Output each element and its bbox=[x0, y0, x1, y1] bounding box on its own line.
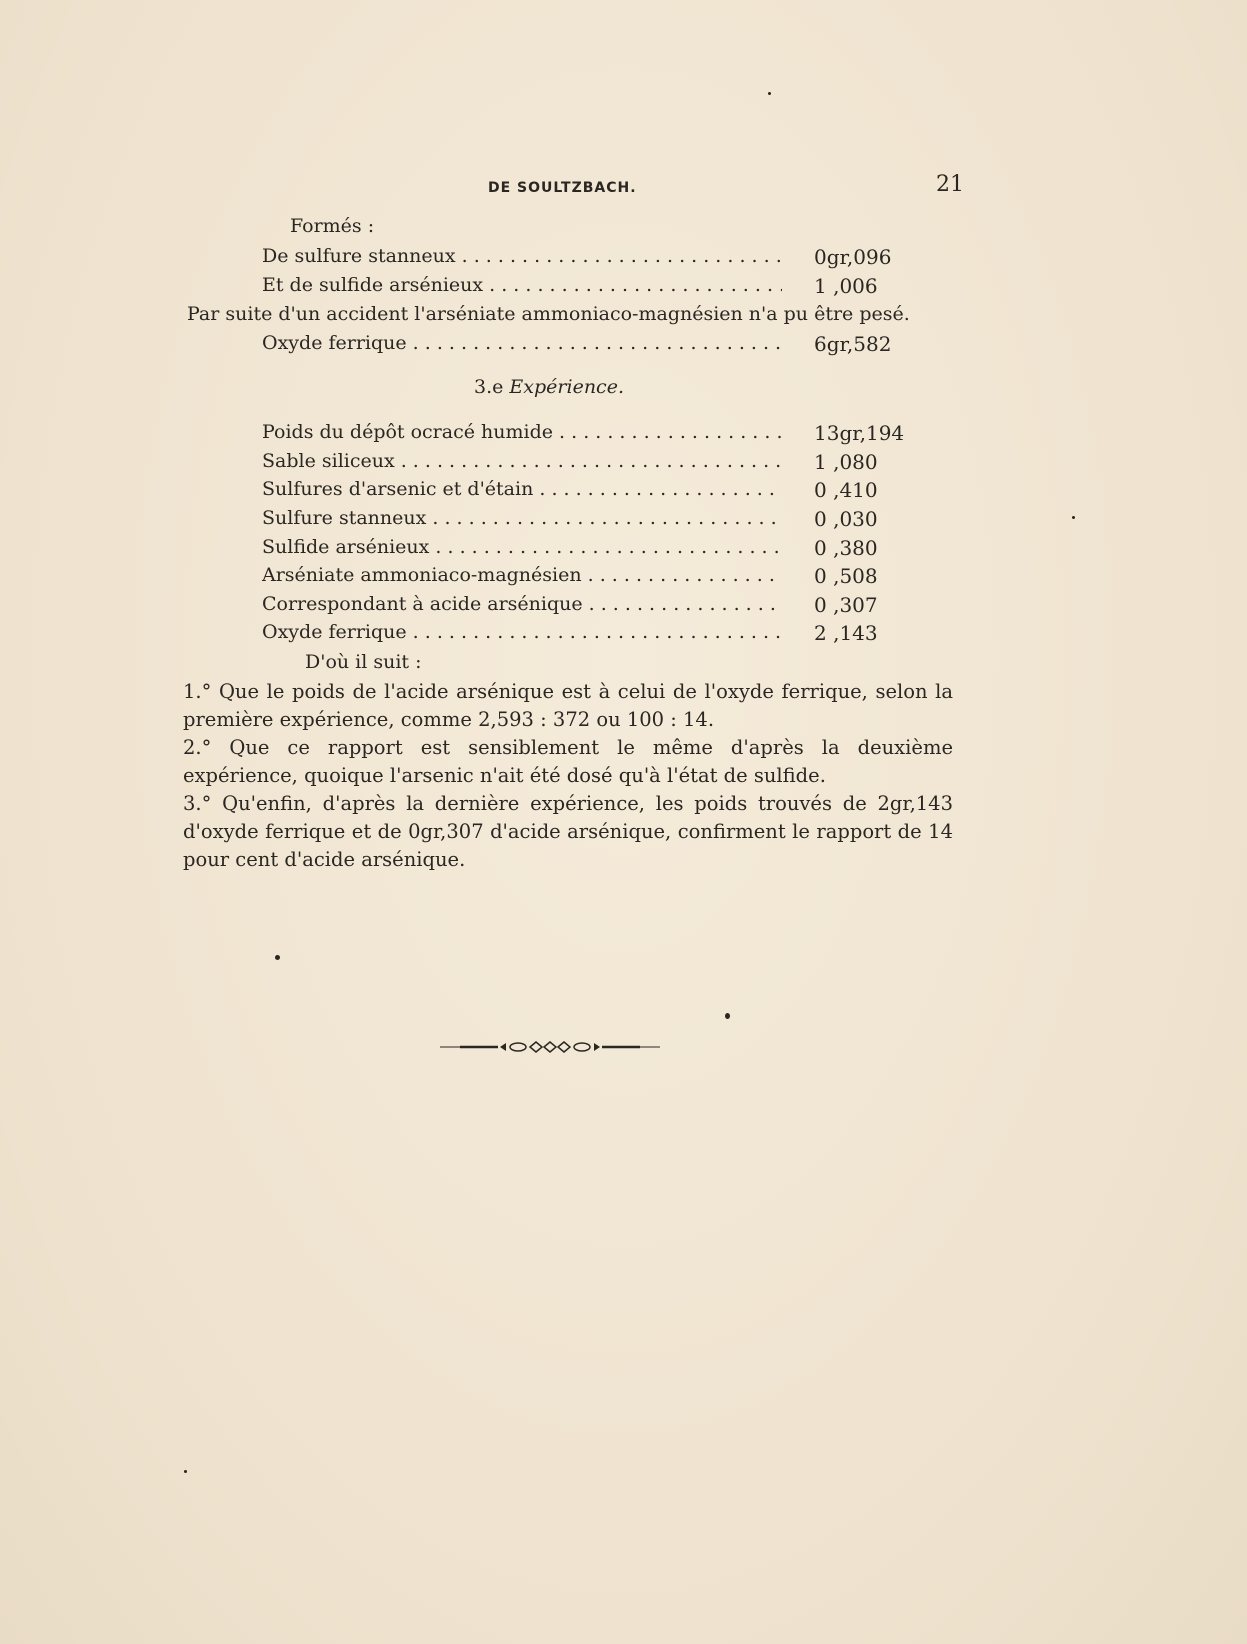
row-label: Sulfures d'arsenic et d'étain . . . bbox=[262, 478, 782, 500]
page-number: 21 bbox=[936, 172, 964, 197]
section-number: 3.e bbox=[474, 376, 504, 398]
conclusion-list bbox=[183, 678, 953, 874]
result-row bbox=[262, 507, 892, 533]
conclusion-item: 1.° Que le poids de l'acide arsénique est à celui de l'oxyde ferrique, selon la première expérience, comme 2,593 : 372 ou 100 : 14. bbox=[183, 680, 953, 731]
section-heading bbox=[474, 376, 624, 398]
row-label: Sulfide arsénieux . . . bbox=[262, 536, 782, 558]
accident-note: Par suite d'un accident l'arséniate ammoniaco-magnésien n'a pu être pesé. bbox=[187, 303, 910, 325]
result-row bbox=[262, 536, 892, 562]
row-label: Oxyde ferrique . . . bbox=[262, 332, 782, 354]
result-row bbox=[262, 245, 892, 271]
conclusion-item: 2.° Que ce rapport est sensiblement le même d'après la deuxième expérience, quoique l'arsenic n'ait été dosé qu'à l'état de sulfide. bbox=[183, 736, 953, 787]
row-value: 13gr,194 bbox=[814, 421, 905, 445]
row-value: 0 ,410 bbox=[814, 478, 878, 502]
running-title: DE SOULTZBACH. bbox=[488, 180, 637, 196]
result-row bbox=[262, 478, 892, 504]
row-value: 1 ,006 bbox=[814, 274, 878, 298]
result-row bbox=[262, 421, 905, 447]
conclusion-intro: D'où il suit : bbox=[305, 651, 422, 673]
row-label: Et de sulfide arsénieux . . . bbox=[262, 274, 782, 296]
result-row bbox=[262, 593, 892, 619]
row-value: 0 ,307 bbox=[814, 593, 878, 617]
result-row bbox=[262, 621, 892, 647]
row-value: 1 ,080 bbox=[814, 450, 878, 474]
row-value: 0 ,380 bbox=[814, 536, 878, 560]
row-label: Poids du dépôt ocracé humide . . . bbox=[262, 421, 782, 443]
formes-label: Formés : bbox=[290, 215, 375, 237]
tailpiece-rule-ornament-icon bbox=[440, 1040, 660, 1054]
row-value: 0gr,096 bbox=[814, 245, 892, 269]
row-value: 6gr,582 bbox=[814, 332, 892, 356]
conclusion-item: 3.° Qu'enfin, d'après la dernière expérience, les poids trouvés de 2gr,143 d'oxyde ferrique et de 0gr,307 d'acide arsénique, confirment le rapport de 14 pour cent d'acide arsénique. bbox=[183, 792, 953, 871]
row-value: 0 ,508 bbox=[814, 564, 878, 588]
row-label: De sulfure stanneux . . . bbox=[262, 245, 782, 267]
row-label: Sable siliceux . . . bbox=[262, 450, 782, 472]
row-label: Sulfure stanneux . . . bbox=[262, 507, 782, 529]
section-title: Expérience. bbox=[509, 376, 624, 398]
result-row bbox=[262, 564, 892, 590]
running-head bbox=[0, 172, 1247, 204]
row-value: 2 ,143 bbox=[814, 621, 878, 645]
row-label: Arséniate ammoniaco-magnésien . . . bbox=[262, 564, 782, 586]
result-row bbox=[262, 450, 892, 476]
row-label: Oxyde ferrique . . . bbox=[262, 621, 782, 643]
result-row bbox=[262, 274, 892, 300]
result-row bbox=[262, 332, 892, 358]
row-label: Correspondant à acide arsénique . . . bbox=[262, 593, 782, 615]
row-value: 0 ,030 bbox=[814, 507, 878, 531]
